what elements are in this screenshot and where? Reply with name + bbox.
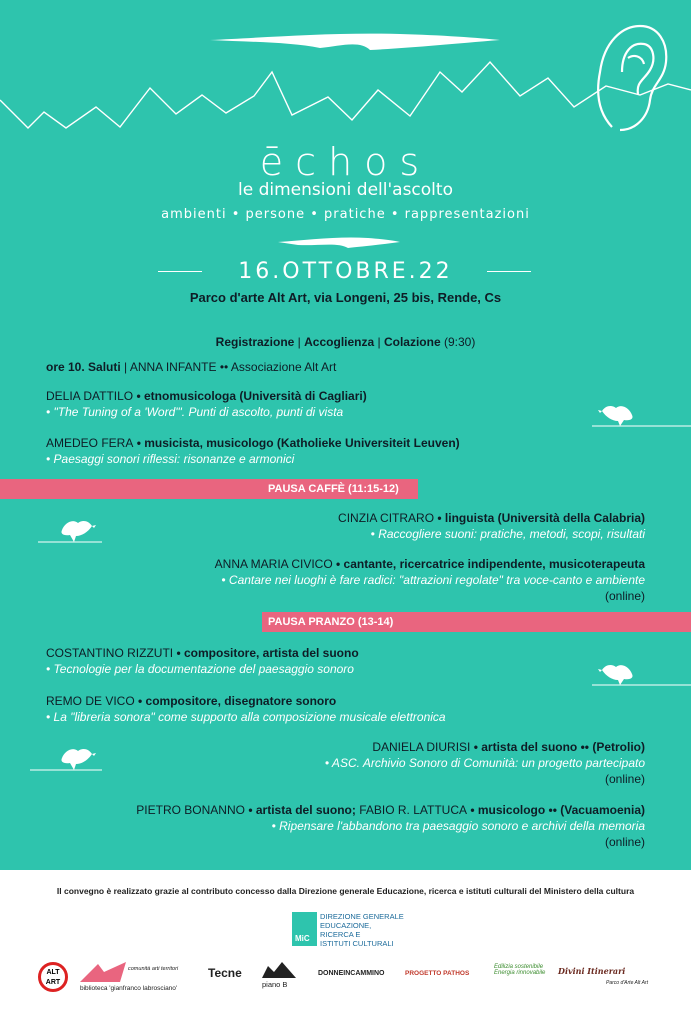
speaker-name: FABIO R. LATTUCA bbox=[355, 803, 468, 817]
online-label: (online) bbox=[604, 835, 645, 849]
small-cloud-graphic bbox=[278, 234, 400, 250]
biblioteca-tagline: comunità arti territori bbox=[128, 966, 179, 972]
talk-title: • "The Tuning of a 'Word'". Punti di ascolto, punti di vista bbox=[46, 405, 344, 419]
speaker-line bbox=[215, 557, 645, 571]
speaker-line bbox=[338, 511, 645, 525]
speaker-role: • etnomusicologa (Università di Cagliari) bbox=[133, 389, 367, 403]
speaker-name: COSTANTINO RIZZUTI bbox=[46, 646, 174, 660]
date-divider-right bbox=[487, 271, 531, 272]
speaker-name: REMO DE VICO bbox=[46, 694, 135, 708]
coffee-break-banner bbox=[0, 479, 418, 499]
speaker-role: • musicologo •• (Vacuamoenia) bbox=[467, 803, 645, 817]
event-venue: Parco d'arte Alt Art, via Longeni, 25 bis, Rende, Cs bbox=[189, 290, 502, 305]
event-tags: ambienti • persone • pratiche • rappresentazioni bbox=[161, 207, 530, 222]
separator: | bbox=[374, 335, 384, 349]
talk-title: • Cantare nei luoghi è fare radici: "attrazioni regolate" tra voce-canto e ambiente bbox=[221, 573, 645, 587]
divini-itinerari-logo: Divini Itinerari bbox=[558, 966, 626, 976]
mic-logo bbox=[292, 912, 317, 946]
mic-text-line: ISTITUTI CULTURALI bbox=[320, 939, 394, 948]
speaker-role: • musicista, musicologo (Katholieke Universiteit Leuven) bbox=[133, 436, 460, 450]
event-title: ēchos bbox=[259, 140, 432, 184]
online-label: (online) bbox=[604, 589, 645, 603]
speaker-line bbox=[46, 646, 359, 660]
altart-logo bbox=[38, 962, 68, 992]
biblioteca-logo-mark bbox=[80, 960, 126, 982]
speaker-name: AMEDEO FERA bbox=[46, 436, 134, 450]
mic-text-line: DIREZIONE GENERALE bbox=[320, 912, 404, 921]
online-label: (online) bbox=[604, 772, 645, 786]
progetto-pathos-logo: PROGETTO PATHOS bbox=[405, 970, 470, 977]
greetings-label: ore 10. Saluti bbox=[46, 360, 121, 374]
edilizia-logo: Edilizia sostenibile Energia rinnovabile bbox=[494, 964, 546, 976]
altart-logo-text: ART bbox=[45, 979, 61, 986]
speaker-role: • cantante, ricercatrice indipendente, musicoterapeuta bbox=[332, 557, 645, 571]
donneincammino-logo: DONNEINCAMMINO bbox=[318, 970, 385, 977]
separator: | bbox=[294, 335, 305, 349]
mic-text-line: RICERCA E bbox=[320, 930, 361, 939]
event-subtitle: le dimensioni dell'ascolto bbox=[238, 180, 453, 200]
pianob-logo-mark bbox=[262, 962, 296, 978]
parco-altart-logo: Parco d'Arte Alt Art bbox=[606, 980, 648, 986]
cloud-graphic bbox=[210, 28, 500, 52]
speaker-line bbox=[46, 389, 367, 403]
funding-credit: Il convegno è realizzato grazie al contributo concesso dalla Direzione generale Educazione, ricerca e istituti culturali del Ministero della cultura bbox=[56, 886, 635, 896]
talk-title: • Tecnologie per la documentazione del paesaggio sonoro bbox=[46, 662, 354, 676]
bird-icon bbox=[38, 512, 102, 548]
speaker-role: • compositore, artista del suono bbox=[173, 646, 359, 660]
registration-line bbox=[0, 335, 691, 349]
speaker-role: • artista del suono; bbox=[244, 803, 356, 817]
speaker-role: • compositore, disegnatore sonoro bbox=[134, 694, 337, 708]
coffee-break-label: PAUSA CAFFÈ (11:15-12) bbox=[268, 483, 399, 495]
tecne-logo: Tecne bbox=[208, 966, 242, 980]
speaker-role: • artista del suono •• (Petrolio) bbox=[470, 740, 645, 754]
talk-title: • Raccogliere suoni: pratiche, metodi, scopi, risultati bbox=[370, 527, 645, 541]
speaker-name: ANNA MARIA CIVICO bbox=[214, 557, 333, 571]
speaker-name: PIETRO BONANNO bbox=[136, 803, 245, 817]
greetings-line bbox=[46, 360, 336, 374]
mic-label: MiC bbox=[295, 934, 310, 943]
bird-icon bbox=[592, 395, 691, 431]
mic-direction-text bbox=[320, 912, 404, 948]
mic-text-line: EDUCAZIONE, bbox=[320, 921, 372, 930]
speaker-line bbox=[372, 740, 645, 754]
breakfast-label: Colazione bbox=[383, 335, 441, 349]
breakfast-time: (9:30) bbox=[440, 335, 476, 349]
altart-logo-text: ALT bbox=[46, 969, 60, 976]
mountain-line-graphic bbox=[0, 0, 691, 150]
bird-icon bbox=[592, 654, 691, 690]
lunch-break-banner bbox=[262, 612, 691, 632]
event-date: 16.OTTOBRE.22 bbox=[238, 259, 453, 284]
speaker-role: • linguista (Università della Calabria) bbox=[434, 511, 645, 525]
registration-label: Registrazione bbox=[215, 335, 295, 349]
talk-title: • Ripensare l'abbandono tra paesaggio sonoro e archivi della memoria bbox=[271, 819, 645, 833]
bird-icon bbox=[30, 740, 102, 776]
lunch-break-label: PAUSA PRANZO (13-14) bbox=[268, 616, 394, 628]
welcome-label: Accoglienza bbox=[304, 335, 375, 349]
pianob-logo: piano B bbox=[262, 980, 288, 989]
talk-title: • ASC. Archivio Sonoro di Comunità: un progetto partecipato bbox=[324, 756, 645, 770]
greetings-speaker: | ANNA INFANTE •• Associazione Alt Art bbox=[120, 360, 337, 374]
speaker-line bbox=[46, 436, 460, 450]
ear-icon bbox=[592, 22, 672, 140]
speaker-name: DANIELA DIURISI bbox=[372, 740, 471, 754]
speaker-name: CINZIA CITRARO bbox=[338, 511, 435, 525]
biblioteca-logo: biblioteca 'gianfranco labrosciano' bbox=[80, 985, 178, 992]
talk-title: • La "libreria sonora" come supporto alla composizione musicale elettronica bbox=[46, 710, 446, 724]
talk-title: • Paesaggi sonori riflessi: risonanze e armonici bbox=[46, 452, 295, 466]
speaker-name: DELIA DATTILO bbox=[46, 389, 134, 403]
speaker-line bbox=[136, 803, 645, 817]
speaker-line bbox=[46, 694, 336, 708]
